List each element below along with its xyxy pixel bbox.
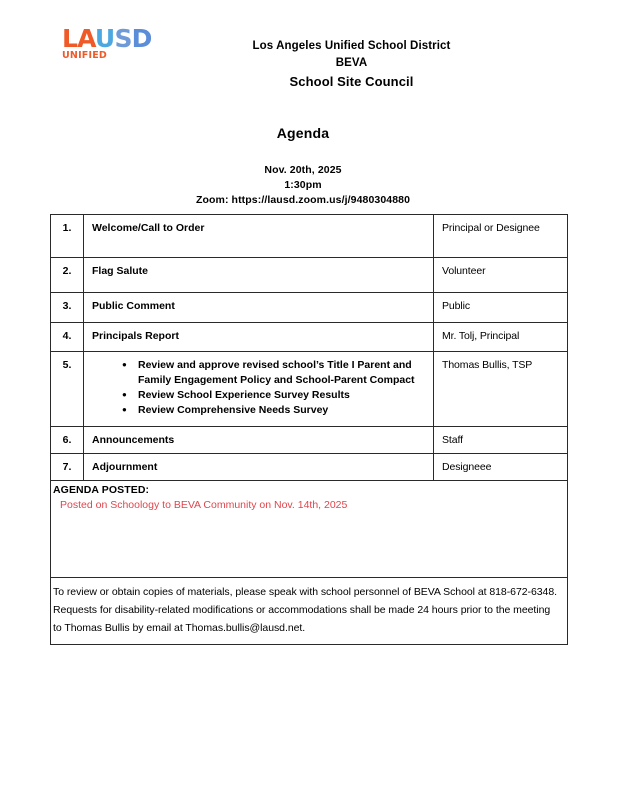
table-row [51,258,568,293]
table-row [51,293,568,323]
row-responsible: Designeee [434,454,568,481]
row-number: 6. [51,427,84,454]
row-item: Announcements [84,427,434,454]
logo-letter-a: A [77,24,95,53]
page-title: Agenda [276,125,330,141]
meeting-date: Nov. 20th, 2025 [264,164,342,176]
footer-row [51,578,568,645]
lausd-logo-subtitle: UNIFIED [62,50,107,61]
row-number: 5. [51,352,84,427]
logo-letter-s: S [114,24,132,53]
row-responsible: Staff [434,427,568,454]
agenda-posted-row [51,481,568,578]
row-number: 7. [51,454,84,481]
agenda-posted-heading: AGENDA POSTED: [53,484,150,496]
table-row [51,454,568,481]
logo-letter-u: U [94,24,115,53]
row-item: Welcome/Call to Order [84,215,434,258]
agenda-posted-text: Posted on Schoology to BEVA Community on Nov. 14th, 2025 [60,499,348,511]
district-name: Los Angeles Unified School District [252,40,451,52]
row-item: Public Comment [84,293,434,323]
row-item: Adjournment [84,454,434,481]
table-row [51,352,568,427]
row-number: 3. [51,293,84,323]
list-item: ● Review Comprehensive Needs Survey [138,403,427,418]
list-item: ● Review School Experience Survey Results [138,388,427,403]
lausd-logo [0,24,152,61]
row-number: 1. [51,215,84,258]
agenda-posted-cell [51,481,568,578]
row-item-bullets [84,352,434,427]
school-name: BEVA [335,57,368,69]
bullet-list [92,358,427,418]
logo-letter-d: D [131,24,152,53]
agenda-table [50,214,568,645]
meeting-zoom-link: Zoom: https://lausd.zoom.us/j/9480304880 [195,194,411,206]
table-row [51,323,568,352]
row-responsible: Thomas Bullis, TSP [434,352,568,427]
table-row [51,215,568,258]
row-responsible: Public [434,293,568,323]
row-responsible: Mr. Tolj, Principal [434,323,568,352]
footer-cell [51,578,568,645]
row-responsible: Volunteer [434,258,568,293]
row-item: Principals Report [84,323,434,352]
council-name: School Site Council [289,74,414,89]
row-item: Flag Salute [84,258,434,293]
header-title-block [125,26,618,91]
lausd-logo-wordmark [62,24,152,53]
accessibility-notice: To review or obtain copies of materials, please speak with school personnel of BEVA School at 818-672-6348. Requests for disability-related modifications or accommodations shall be made 24 hours prior to the meeting to Thomas Bullis by email at Thomas.bullis@lausd.net. [53,586,558,634]
logo-letter-l: L [62,24,78,53]
row-responsible: Principal or Designee [434,215,568,258]
list-item: ● Review and approve revised school’s Title I Parent and Family Engagement Policy and School-Parent Compact [138,358,427,388]
document-header [0,0,618,91]
table-row [51,427,568,454]
row-number: 2. [51,258,84,293]
meeting-details [0,163,618,208]
meeting-time: 1:30pm [284,179,322,191]
row-number: 4. [51,323,84,352]
